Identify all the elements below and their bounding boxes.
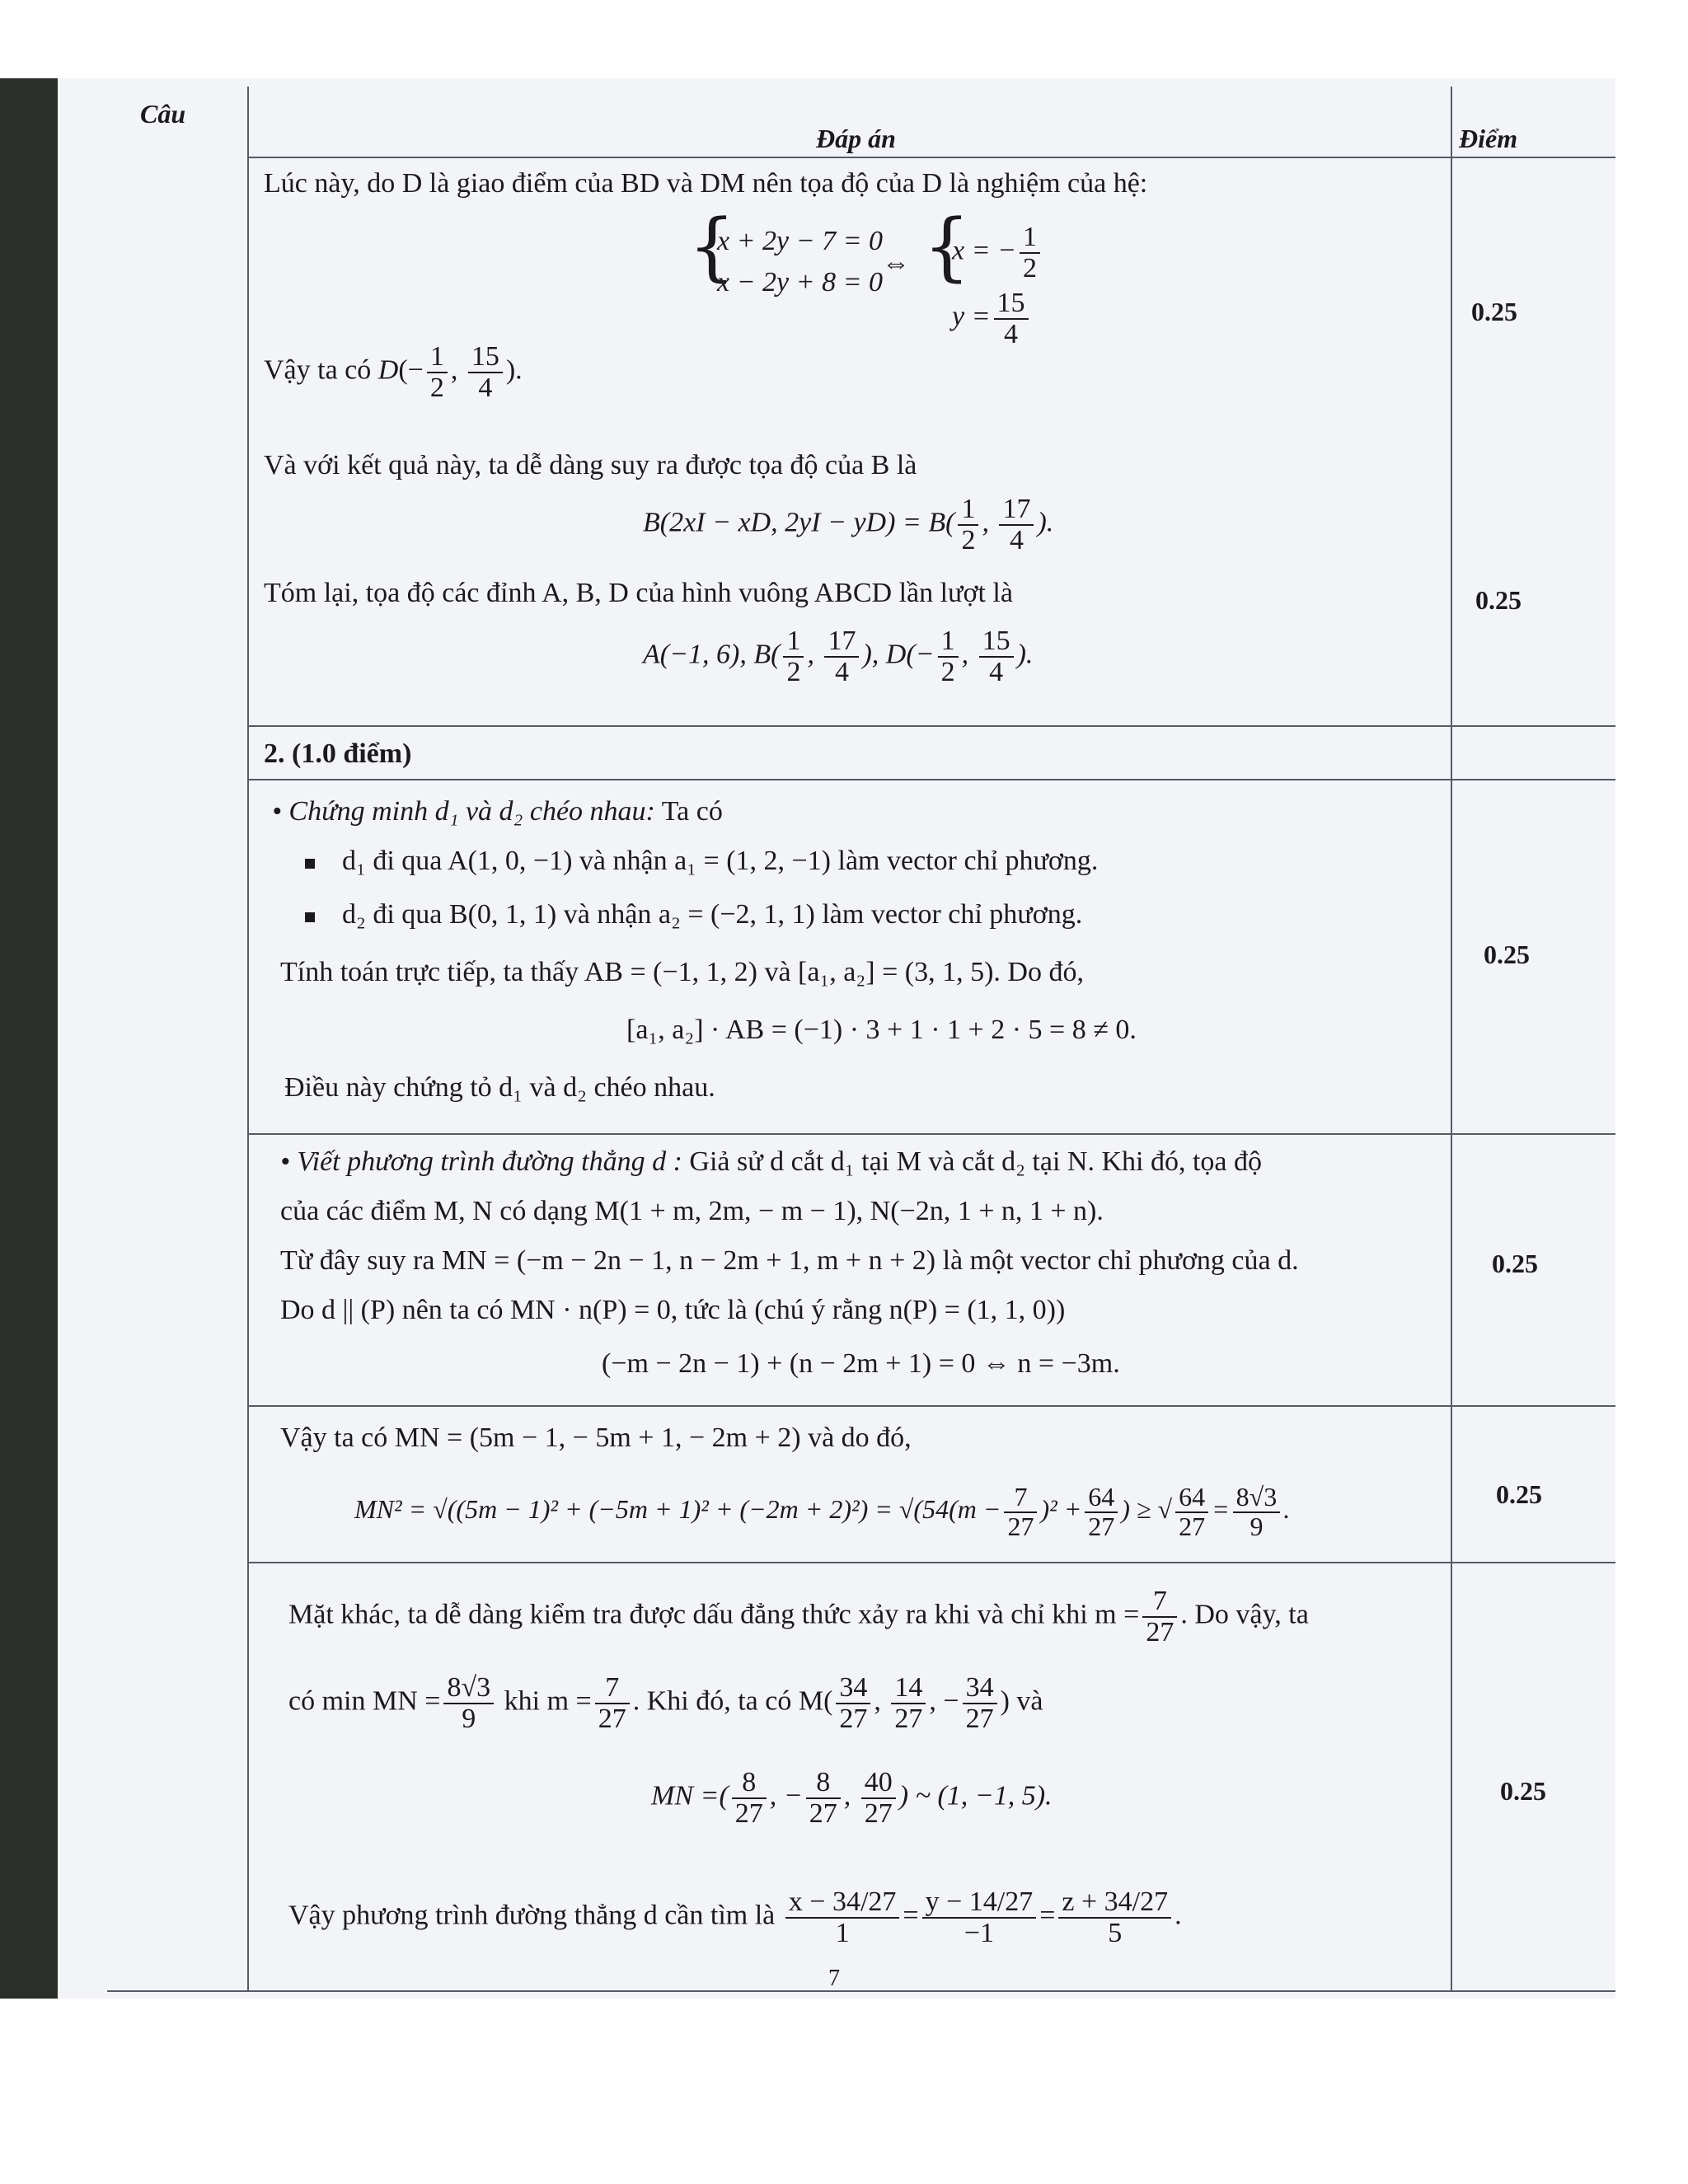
block2-summary: Tóm lại, tọa độ các đỉnh A, B, D của hình vuông ABCD lần lượt là bbox=[264, 578, 1013, 608]
block1-conclusion: Vậy ta có D(− $\frac{1}{2}$ , $\frac{15}{4}$ ). bbox=[264, 341, 523, 403]
sol-x bbox=[952, 223, 1043, 283]
frac-num: z + 34/27 bbox=[1058, 1887, 1171, 1919]
score-s2: 0.25 bbox=[1492, 1249, 1538, 1278]
column-divider-left bbox=[247, 87, 249, 1990]
equiv-symbol: ⇔ bbox=[882, 248, 910, 279]
frac-den: 2 bbox=[429, 372, 444, 403]
frac-num: 1 bbox=[427, 342, 448, 373]
s4-mn-label: MN = bbox=[651, 1780, 720, 1811]
row-rule-2 bbox=[247, 779, 1615, 780]
frac-num: 7 bbox=[1004, 1483, 1037, 1513]
block1-intro: Lúc này, do D là giao điểm của BD và DM nên tọa độ của D là nghiệm của hệ: bbox=[264, 168, 1148, 199]
frac-num: 8√3 bbox=[443, 1673, 494, 1704]
frac-num: 34 bbox=[963, 1673, 997, 1704]
frac-15-4 bbox=[979, 626, 1014, 687]
frac-den: 27 bbox=[809, 1797, 837, 1829]
page-number: 7 bbox=[828, 1966, 840, 1991]
frac-num: 17 bbox=[999, 494, 1034, 526]
frac-8-27 bbox=[732, 1768, 767, 1828]
s2-line3: Từ đây suy ra MN = (−m − 2n − 1, n − 2m + 1, m + n + 2) là một vector chỉ phương của d. bbox=[280, 1245, 1299, 1276]
frac-17-4 bbox=[999, 494, 1034, 555]
frac-64-27 bbox=[1175, 1483, 1208, 1540]
s4-line1 bbox=[288, 1586, 1309, 1647]
s4-when: khi m = bbox=[504, 1685, 592, 1717]
frac-den: 2 bbox=[1022, 252, 1037, 284]
frac-num: 64 bbox=[1175, 1483, 1208, 1513]
ineq-part-a: MN² = √((5m − 1)² + (−5m + 1)² + (−2m + 2)²) = √(54(m − bbox=[354, 1493, 1001, 1524]
frac-eq-x bbox=[785, 1887, 900, 1947]
frac-34-27 bbox=[963, 1673, 997, 1733]
frac-den: 4 bbox=[989, 656, 1004, 687]
row-rule-4 bbox=[247, 1405, 1615, 1407]
bullet-1 bbox=[305, 859, 315, 869]
frac-num: 8 bbox=[732, 1768, 767, 1799]
s4-line1-text: Mặt khác, ta dễ dàng kiểm tra được dấu đẳng thức xảy ra khi và chỉ khi m = bbox=[288, 1599, 1140, 1630]
frac-den: 27 bbox=[1088, 1511, 1115, 1541]
ineq-part-c: ) ≥ √ bbox=[1121, 1493, 1173, 1524]
frac-num: 7 bbox=[1142, 1586, 1177, 1618]
frac-num: 15 bbox=[979, 626, 1014, 658]
frac-40-27 bbox=[861, 1768, 896, 1828]
frac-64-27 bbox=[1085, 1483, 1118, 1540]
frac-den: 27 bbox=[598, 1703, 626, 1734]
system-eq2: x − 2y + 8 = 0 bbox=[717, 267, 884, 298]
formula-text: B(2xI − xD, 2yI − yD) = B bbox=[643, 507, 946, 538]
frac-num: 1 bbox=[1020, 223, 1040, 254]
frac-den: 5 bbox=[1108, 1917, 1123, 1948]
system-brace: { bbox=[688, 204, 736, 290]
frac-num: 8√3 bbox=[1233, 1483, 1281, 1513]
frac-7-27 bbox=[1004, 1483, 1037, 1540]
s4-direction: ~ (1, −1, 5). bbox=[915, 1780, 1053, 1811]
block2-intro: Và với kết quả này, ta dễ dàng suy ra được tọa độ của B là bbox=[264, 450, 917, 480]
part2-title: 2. (1.0 điểm) bbox=[264, 738, 412, 769]
solution-brace: { bbox=[923, 204, 971, 290]
frac-den: 4 bbox=[834, 656, 849, 687]
frac-8-27 bbox=[806, 1768, 841, 1828]
frac-15-4 bbox=[468, 342, 503, 402]
frac-den: 4 bbox=[478, 372, 493, 403]
s1-mixed-product: [a₁, a₂] · AB = (−1) · 3 + 1 · 1 + 2 · 5 = 8 ≠ 0. bbox=[626, 1015, 1137, 1045]
frac-num: 8 bbox=[806, 1768, 841, 1799]
s2-lead-tail: Giả sử d cắt d₁ tại M và cắt d₂ tại N. Khi đó, tọa độ bbox=[689, 1146, 1262, 1177]
s2-lead bbox=[280, 1146, 1262, 1178]
ineq-part-b: )² + bbox=[1040, 1493, 1082, 1524]
frac-num: 1 bbox=[783, 626, 804, 658]
frac-den: 2 bbox=[961, 524, 976, 555]
s4-line4: Vậy phương trình đường thẳng d cần tìm là $\frac{x - 34/27}{1}$ = $\frac{y - 14/27}{-1}$ = $\frac{z + 34/27}{5}$ . bbox=[288, 1886, 1182, 1948]
frac-den: 9 bbox=[462, 1703, 476, 1734]
frac-den: 4 bbox=[1009, 524, 1024, 555]
frac-eq-y bbox=[922, 1887, 1037, 1947]
final-text: A(−1, 6), B bbox=[643, 639, 771, 670]
header-score: Điểm bbox=[1459, 124, 1518, 153]
page-edge-shadow bbox=[0, 78, 58, 1999]
frac-num: 15 bbox=[468, 342, 503, 373]
frac-half bbox=[427, 342, 448, 402]
bullet-2 bbox=[305, 912, 315, 922]
s4-line3: MN =( $\frac{8}{27}$ , − $\frac{8}{27}$ , $\frac{40}{27}$ ) ~ (1, −1, 5). bbox=[651, 1767, 1053, 1829]
frac-8r3-9 bbox=[443, 1673, 494, 1733]
s4-line2: có min MN = $\frac{8√3}{9}$ khi m = $\frac{7}{27}$ . Khi đó, ta có M( $\frac{34}{27}$ , $\frac{14}{27}$ , − $\frac{34}{27}$ ) và bbox=[288, 1672, 1043, 1734]
frac-num: 64 bbox=[1085, 1483, 1118, 1513]
frac-num: 34 bbox=[836, 1673, 870, 1704]
s4-final-label: Vậy phương trình đường thẳng d cần tìm là bbox=[288, 1900, 776, 1931]
score-block2: 0.25 bbox=[1475, 585, 1522, 615]
row-rule-1 bbox=[247, 725, 1615, 727]
s1-conclusion: Điều này chứng tỏ d₁ và d₂ chéo nhau. bbox=[284, 1072, 715, 1103]
frac-den: 9 bbox=[1250, 1511, 1264, 1541]
answer-sheet bbox=[58, 78, 1615, 1999]
sol-y bbox=[952, 288, 1032, 349]
frac-den: −1 bbox=[964, 1917, 994, 1948]
frac-eq-z bbox=[1058, 1887, 1171, 1947]
s2-line4: Do d || (P) nên ta có MN · n(P) = 0, tức là (chú ý rằng n(P) = (1, 1, 0)) bbox=[280, 1295, 1066, 1325]
s1-lead-italic: • Chứng minh d₁ và d₂ chéo nhau: bbox=[272, 796, 655, 827]
row-rule-3 bbox=[247, 1133, 1615, 1135]
frac-den: 27 bbox=[1007, 1511, 1034, 1541]
header-rule bbox=[247, 157, 1615, 158]
frac-den: 27 bbox=[1179, 1511, 1206, 1541]
header-answer: Đáp án bbox=[816, 124, 896, 153]
frac-den: 1 bbox=[835, 1917, 850, 1948]
frac-den: 27 bbox=[1146, 1616, 1175, 1647]
ineq-part-d: = bbox=[1212, 1493, 1230, 1524]
frac-7-27 bbox=[595, 1673, 630, 1733]
frac-num: 40 bbox=[861, 1768, 896, 1799]
frac-17-4 bbox=[824, 626, 859, 687]
frac-7-27 bbox=[1142, 1586, 1177, 1647]
s1-lead-tail: Ta có bbox=[661, 796, 723, 827]
score-s3: 0.25 bbox=[1496, 1479, 1542, 1509]
frac-num: y − 14/27 bbox=[922, 1887, 1037, 1919]
block2-formula: B(2xI − xD, 2yI − yD) = B( $\frac{1}{2}$ , $\frac{17}{4}$ ). bbox=[643, 494, 1054, 555]
s1-bullet2: d₂ đi qua B(0, 1, 1) và nhận a₂ = (−2, 1, 1) làm vector chỉ phương. bbox=[342, 899, 1083, 930]
s4-min-label: có min MN = bbox=[288, 1685, 441, 1717]
s3-line1: Vậy ta có MN = (5m − 1, − 5m + 1, − 2m + 2) và do đó, bbox=[280, 1422, 912, 1453]
s3-inequality: MN² = √((5m − 1)² + (−5m + 1)² + (−2m + 2)²) = √(54(m − $\frac{7}{27}$ )² + $\frac{64}{27}$ ) ≥ √ $\frac{64}{27}$ = $\frac{8√3}{9}$ . bbox=[354, 1482, 1291, 1541]
score-s4: 0.25 bbox=[1500, 1776, 1546, 1806]
conclusion-label: Vậy ta có bbox=[264, 354, 372, 386]
s4-line1-tail: . Do vậy, ta bbox=[1180, 1599, 1309, 1630]
s2-line5: (−m − 2n − 1) + (n − 2m + 1) = 0 ⇔ n = −3m. bbox=[602, 1348, 1120, 1379]
frac-num: 14 bbox=[891, 1673, 926, 1704]
frac-num: 1 bbox=[958, 494, 978, 526]
bottom-rule bbox=[107, 1990, 1615, 1992]
frac-num: 15 bbox=[994, 288, 1029, 320]
frac-den: 2 bbox=[786, 656, 801, 687]
frac-half bbox=[1020, 223, 1040, 283]
score-block1: 0.25 bbox=[1471, 297, 1517, 326]
frac-den: 27 bbox=[965, 1703, 994, 1734]
frac-den: 4 bbox=[1004, 318, 1019, 349]
header-question: Câu bbox=[140, 99, 186, 129]
row-rule-5 bbox=[247, 1562, 1615, 1563]
frac-den: 2 bbox=[940, 656, 955, 687]
sol-x-label: x = − bbox=[952, 235, 1016, 266]
block2-final: A(−1, 6), B( $\frac{1}{2}$ , $\frac{17}{4}$ ), D(− $\frac{1}{2}$ , $\frac{15}{4}$ ). bbox=[643, 626, 1034, 687]
column-divider-right bbox=[1451, 87, 1452, 1990]
frac-num: 1 bbox=[938, 626, 959, 658]
s1-bullet1: d₁ đi qua A(1, 0, −1) và nhận a₁ = (1, 2, −1) làm vector chỉ phương. bbox=[342, 846, 1099, 876]
frac-half bbox=[958, 494, 978, 555]
frac-half bbox=[783, 626, 804, 687]
system-eq1: x + 2y − 7 = 0 bbox=[717, 226, 884, 256]
frac-14-27 bbox=[891, 1673, 926, 1733]
sol-y-label: y = bbox=[952, 301, 991, 332]
frac-den: 27 bbox=[839, 1703, 868, 1734]
s4-point-m: . Khi đó, ta có M bbox=[632, 1685, 824, 1717]
frac-8r3-9 bbox=[1233, 1483, 1281, 1540]
frac-num: 7 bbox=[595, 1673, 630, 1704]
s2-lead-italic: • Viết phương trình đường thẳng d : bbox=[280, 1146, 682, 1177]
score-s1: 0.25 bbox=[1484, 940, 1530, 969]
frac-den: 27 bbox=[894, 1703, 923, 1734]
frac-den: 27 bbox=[734, 1797, 763, 1829]
frac-num: x − 34/27 bbox=[785, 1887, 900, 1919]
frac-den: 27 bbox=[864, 1797, 893, 1829]
frac-15-4 bbox=[994, 288, 1029, 349]
s4-and: và bbox=[1016, 1685, 1043, 1717]
s1-lead bbox=[272, 795, 723, 827]
frac-34-27 bbox=[836, 1673, 870, 1733]
s2-line2: của các điểm M, N có dạng M(1 + m, 2m, − m − 1), N(−2n, 1 + n, 1 + n). bbox=[280, 1196, 1104, 1226]
frac-half bbox=[938, 626, 959, 687]
frac-num: 17 bbox=[824, 626, 859, 658]
s1-calc: Tính toán trực tiếp, ta thấy AB = (−1, 1, 2) và [a₁, a₂] = (3, 1, 5). Do đó, bbox=[280, 957, 1084, 987]
